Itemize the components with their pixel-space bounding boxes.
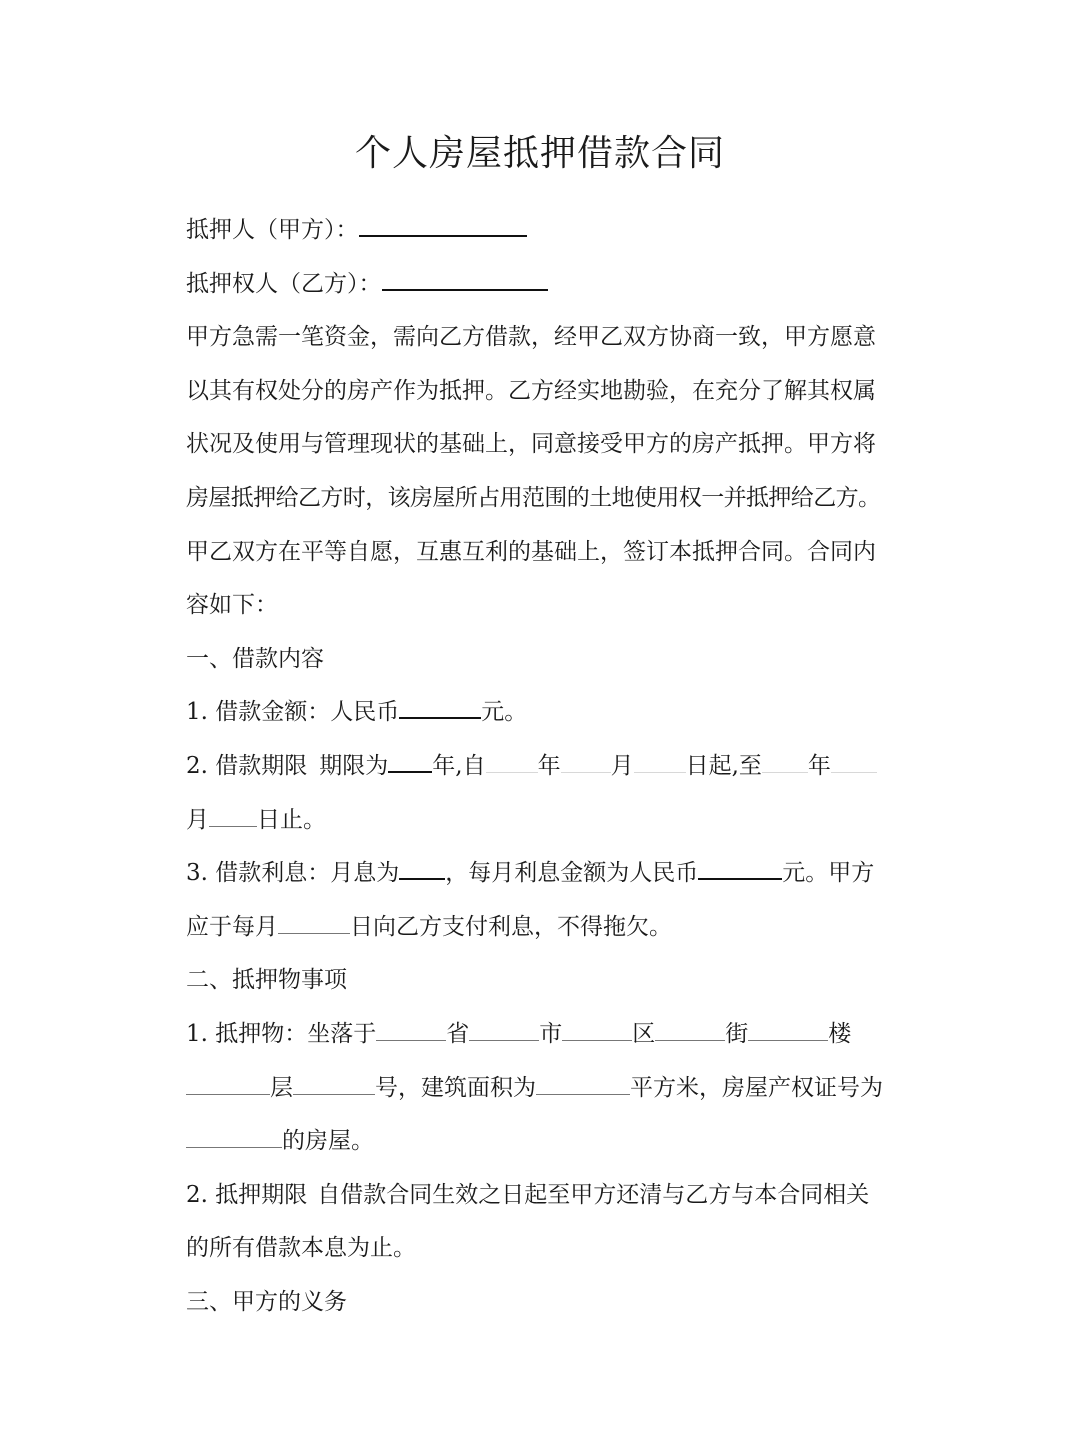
province-label: 省 (446, 1020, 470, 1047)
loan-term-label: 2. 借款期限 (186, 752, 308, 779)
building-blank (748, 1012, 828, 1041)
start-year-blank (486, 744, 538, 773)
area-blank (536, 1066, 630, 1095)
payment-day-label: 应于每月 (186, 913, 278, 940)
floor-blank (186, 1066, 270, 1095)
loan-term-from: 年,自 (432, 752, 486, 779)
loan-amount-blank (399, 689, 481, 719)
start-day-label: 日起,至 (685, 752, 762, 779)
start-year-label: 年 (537, 752, 561, 779)
area-label: 号，建筑面积为 (375, 1074, 536, 1101)
intro-line: 以其有权处分的房产作为抵押。乙方经实地勘验，在充分了解其权属 (186, 377, 876, 404)
intro-line: 房屋抵押给乙方时，该房屋所占用范围的土地使用权一并抵押给乙方。 (186, 484, 881, 511)
loan-term-line (186, 740, 906, 794)
loan-term-line-2 (186, 794, 906, 848)
street-label: 街 (725, 1020, 749, 1047)
number-blank (293, 1066, 375, 1095)
end-year-label: 年 (807, 752, 831, 779)
collateral-label: 1. 抵押物：坐落于 (186, 1020, 377, 1047)
mortgage-term-text: 自借款合同生效之日起至甲方还清与乙方与本合同相关 (317, 1181, 870, 1208)
mortgage-term-line (186, 1169, 906, 1223)
mortgagor-blank (359, 207, 527, 237)
mortgagor-line (186, 204, 906, 258)
floor-label: 层 (270, 1074, 293, 1101)
intro-line: 甲方急需一笔资金，需向乙方借款，经甲乙双方协商一致，甲方愿意 (186, 324, 876, 351)
end-year-tail-blank (831, 744, 877, 773)
collateral-line-2 (186, 1062, 906, 1116)
interest-line (186, 847, 906, 901)
intro-line: 甲乙双方在平等自愿，互惠互利的基础上，签订本抵押合同。合同内 (186, 538, 876, 565)
mortgagor-label: 抵押人（甲方）： (186, 217, 359, 243)
city-label: 市 (539, 1020, 563, 1047)
intro-line: 容如下： (186, 592, 278, 619)
loan-amount-line (186, 686, 906, 740)
monthly-rate-blank (399, 850, 445, 880)
end-month-label: 月 (186, 806, 209, 833)
loan-amount-unit: 元。 (481, 699, 528, 726)
mortgagee-label: 抵押权人（乙方）： (186, 270, 382, 297)
end-day-label: 日止。 (257, 806, 326, 833)
start-month-blank (561, 744, 611, 773)
section1-heading: 一、借款内容 (186, 645, 324, 672)
section3-heading: 三、甲方的义务 (186, 1288, 347, 1315)
start-month-label: 月 (610, 752, 634, 779)
interest-line-2 (186, 901, 906, 955)
loan-term-limit: 期限为 (319, 752, 389, 779)
payment-day-blank (278, 905, 350, 934)
building-label: 楼 (828, 1020, 852, 1047)
section2-heading: 二、抵押物事项 (186, 967, 347, 994)
street-blank (655, 1012, 725, 1041)
collateral-line (186, 1008, 906, 1062)
start-day-blank (634, 744, 686, 773)
mortgagee-line (186, 258, 906, 312)
district-label: 区 (632, 1020, 656, 1047)
certificate-label: 平方米，房屋产权证号为 (630, 1074, 883, 1101)
collateral-line-3 (186, 1115, 906, 1169)
mortgagee-blank (382, 261, 548, 291)
interest-label: 3. 借款利息：月息为 (186, 860, 400, 887)
interest-amount-blank (698, 850, 782, 880)
city-blank (469, 1012, 539, 1041)
intro-line: 状况及使用与管理现状的基础上，同意接受甲方的房产抵押。甲方将 (186, 431, 876, 458)
interest-unit: 元。甲方 (782, 860, 875, 887)
end-year-blank (762, 744, 808, 773)
interest-amount-label: ，每月利息金额为人民币 (445, 860, 699, 887)
loan-term-years-blank (388, 743, 432, 773)
loan-amount-label: 1. 借款金额：人民币 (186, 699, 400, 726)
collateral-end: 的房屋。 (282, 1128, 374, 1155)
end-day-blank (209, 798, 257, 827)
document-title: 个人房屋抵押借款合同 (354, 133, 725, 174)
payment-day-text: 日向乙方支付利息，不得拖欠。 (350, 913, 672, 940)
certificate-blank (186, 1119, 282, 1148)
district-blank (562, 1012, 632, 1041)
mortgage-term-label: 2. 抵押期限 (186, 1181, 308, 1208)
mortgage-term-line-2: 的所有借款本息为止。 (186, 1235, 416, 1262)
contract-body (186, 204, 906, 1329)
province-blank (376, 1012, 446, 1041)
